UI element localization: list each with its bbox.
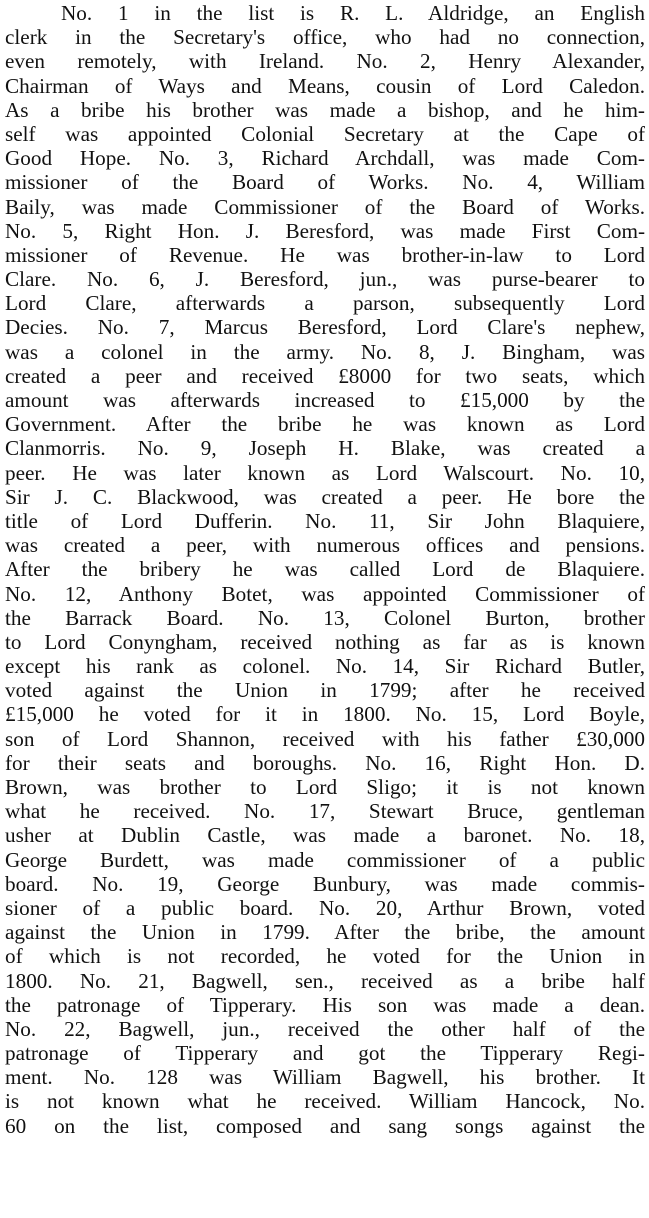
- text-line: patronage of Tipperary and got the Tipperary Regi-: [5, 1041, 645, 1066]
- text-line: sioner of a public board. No. 20, Arthur Brown, voted: [5, 895, 645, 920]
- text-line: the patronage of Tipperary. His son was made a dean.: [5, 992, 645, 1017]
- text-line: Decies. No. 7, Marcus Beresford, Lord Clare's nephew,: [5, 315, 645, 340]
- text-line: Chairman of Ways and Means, cousin of Lord Caledon.: [5, 73, 645, 98]
- text-line: voted against the Union in 1799; after he received: [5, 678, 645, 703]
- text-line: for their seats and boroughs. No. 16, Right Hon. D.: [5, 750, 645, 775]
- text-line: title of Lord Dufferin. No. 11, Sir John Blaquiere,: [5, 508, 645, 533]
- text-line: even remotely, with Ireland. No. 2, Henry Alexander,: [5, 49, 645, 74]
- text-line: 1800. No. 21, Bagwell, sen., received as a bribe half: [5, 968, 645, 993]
- text-line: clerk in the Secretary's office, who had no connection,: [5, 25, 645, 50]
- text-line: No. 5, Right Hon. J. Beresford, was made First Com-: [5, 218, 645, 243]
- text-line: Baily, was made Commissioner of the Board of Works.: [5, 194, 645, 219]
- text-line: son of Lord Shannon, received with his father £30,000: [5, 726, 645, 751]
- text-line: created a peer and received £8000 for two seats, which: [5, 363, 645, 388]
- text-line: Good Hope. No. 3, Richard Archdall, was made Com-: [5, 146, 645, 171]
- text-line: No. 1 in the list is R. L. Aldridge, an English: [61, 1, 645, 25]
- text-line: amount was afterwards increased to £15,000 by the: [5, 388, 645, 412]
- text-line: As a bribe his brother was made a bishop, and he him-: [5, 97, 645, 122]
- text-line: Clare. No. 6, J. Beresford, jun., was purse-bearer to: [5, 267, 645, 292]
- text-line: self was appointed Colonial Secretary at the Cape of: [5, 121, 645, 146]
- text-line: Sir J. C. Blackwood, was created a peer. He bore the: [5, 484, 645, 509]
- text-line: missioner of the Board of Works. No. 4, William: [5, 170, 645, 195]
- text-line: 60 on the list, composed and sang songs against the: [5, 1113, 645, 1138]
- text-line: After the bribery he was called Lord de Blaquiere.: [5, 557, 645, 582]
- text-line: No. 22, Bagwell, jun., received the other half of the: [5, 1016, 645, 1041]
- text-line: Lord Clare, afterwards a parson, subsequently Lord: [5, 291, 645, 316]
- text-line: usher at Dublin Castle, was made a baronet. No. 18,: [5, 823, 645, 848]
- text-line: George Burdett, was made commissioner of a public: [5, 847, 645, 872]
- text-line: to Lord Conyngham, received nothing as far as is known: [5, 629, 645, 654]
- text-line: what he received. No. 17, Stewart Bruce, gentleman: [5, 799, 645, 824]
- text-line: is not known what he received. William Hancock, No.: [5, 1089, 645, 1114]
- text-line: Clanmorris. No. 9, Joseph H. Blake, was created a: [5, 436, 645, 461]
- text-line: against the Union in 1799. After the bribe, the amount: [5, 920, 645, 945]
- text-line: £15,000 he voted for it in 1800. No. 15, Lord Boyle,: [5, 702, 645, 727]
- text-line: the Barrack Board. No. 13, Colonel Burton, brother: [5, 605, 645, 630]
- text-line: except his rank as colonel. No. 14, Sir Richard Butler,: [5, 654, 645, 679]
- text-line: missioner of Revenue. He was brother-in-law to Lord: [5, 242, 645, 267]
- text-line: Government. After the bribe he was known as Lord: [5, 412, 645, 437]
- scanned-page: [0, 1, 649, 1218]
- text-line: was a colonel in the army. No. 8, J. Bingham, was: [5, 339, 645, 364]
- text-line: No. 12, Anthony Botet, was appointed Commissioner of: [5, 581, 645, 606]
- text-line: board. No. 19, George Bunbury, was made commis-: [5, 871, 645, 896]
- text-line: ment. No. 128 was William Bagwell, his brother. It: [5, 1065, 645, 1090]
- text-line: Brown, was brother to Lord Sligo; it is not known: [5, 775, 645, 799]
- text-line: was created a peer, with numerous offices and pensions.: [5, 533, 645, 558]
- text-line: peer. He was later known as Lord Walscourt. No. 10,: [5, 460, 645, 485]
- text-line: of which is not recorded, he voted for the Union in: [5, 944, 645, 969]
